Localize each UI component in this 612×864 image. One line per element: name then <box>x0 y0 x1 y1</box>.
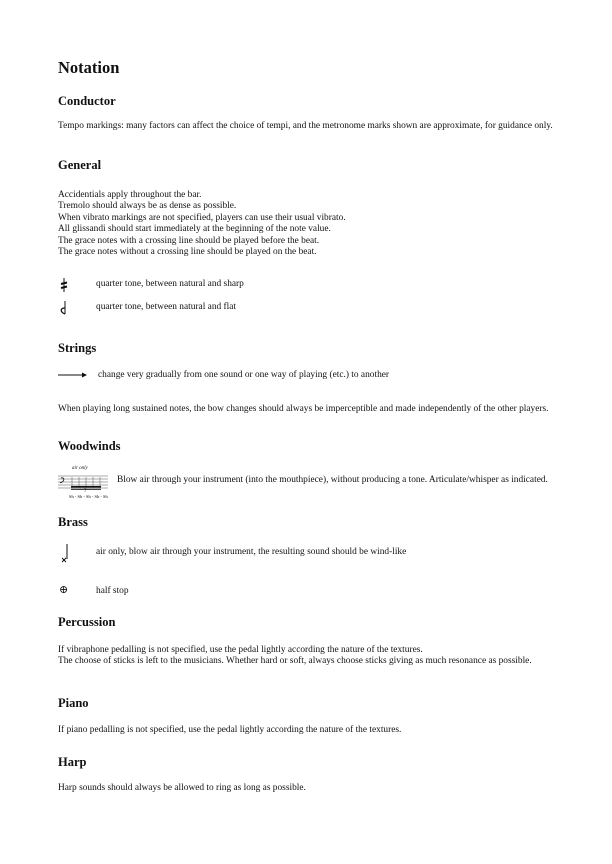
general-heading: General <box>58 158 102 172</box>
woodwinds-text: Blow air through your instrument (into the mouthpiece), without producing a tone. Articulate/whisper as indicated. <box>117 475 548 485</box>
percussion-heading: Percussion <box>58 615 116 629</box>
page-title: Notation <box>58 58 120 77</box>
brass-air-label: air only, blow air through your instrument, the resulting sound should be wind-like <box>96 547 407 557</box>
percussion-line: The choose of sticks is left to the musicians. Whether hard or soft, always choose sticks giving as much resonance as possible. <box>58 656 532 667</box>
harp-heading: Harp <box>58 755 87 769</box>
percussion-text <box>58 645 554 668</box>
strings-text: When playing long sustained notes, the bow changes should always be imperceptible and made independently of the other players. <box>58 404 549 414</box>
general-line: All glissandi should start immediately at the beginning of the note value. <box>58 224 331 235</box>
syllables: Sh - Sh - Sh - Sh - Sh <box>69 494 108 499</box>
brass-heading: Brass <box>58 515 88 529</box>
half-stop-icon: ⊕ <box>59 584 69 596</box>
harp-text: Harp sounds should always be allowed to ring as long as possible. <box>58 783 306 793</box>
air-notehead-icon <box>60 543 72 565</box>
air-only-caption: air only <box>72 466 88 471</box>
conductor-heading: Conductor <box>58 94 116 108</box>
woodwinds-heading: Woodwinds <box>58 439 121 453</box>
quarter-flat-icon <box>58 300 70 316</box>
piano-heading: Piano <box>58 696 89 710</box>
arrow-right-icon <box>58 371 88 379</box>
strings-arrow-label: change very gradually from one sound or one way of playing (etc.) to another <box>98 370 390 380</box>
air-only-notation-example <box>58 468 108 500</box>
conductor-text: Tempo markings: many factors can affect the choice of tempi, and the metronome marks shown are approximate, for guidance only. <box>58 121 553 131</box>
tuplet-number: 7 <box>84 489 87 494</box>
general-line: When vibrato markings are not specified, players can use their usual vibrato. <box>58 212 346 223</box>
quarter-sharp-label: quarter tone, between natural and sharp <box>96 279 244 289</box>
half-stop-label: half stop <box>96 586 129 596</box>
general-line: Tremolo should always be as dense as possible. <box>58 201 237 212</box>
quarter-sharp-icon <box>58 277 70 293</box>
general-line: The grace notes with a crossing line should be played before the beat. <box>58 235 320 246</box>
strings-heading: Strings <box>58 341 97 355</box>
quarter-flat-label: quarter tone, between natural and flat <box>96 302 237 312</box>
general-line: Accidentials apply throughout the bar. <box>58 190 202 200</box>
general-line: The grace notes without a crossing line should be played on the beat. <box>58 247 317 258</box>
piano-text: If piano pedalling is not specified, use the pedal lightly according the nature of the textures. <box>58 725 402 735</box>
staff-icon <box>58 472 108 494</box>
percussion-line: If vibraphone pedalling is not specified, use the pedal lightly according the nature of the textures. <box>58 645 423 655</box>
general-text <box>58 190 554 258</box>
